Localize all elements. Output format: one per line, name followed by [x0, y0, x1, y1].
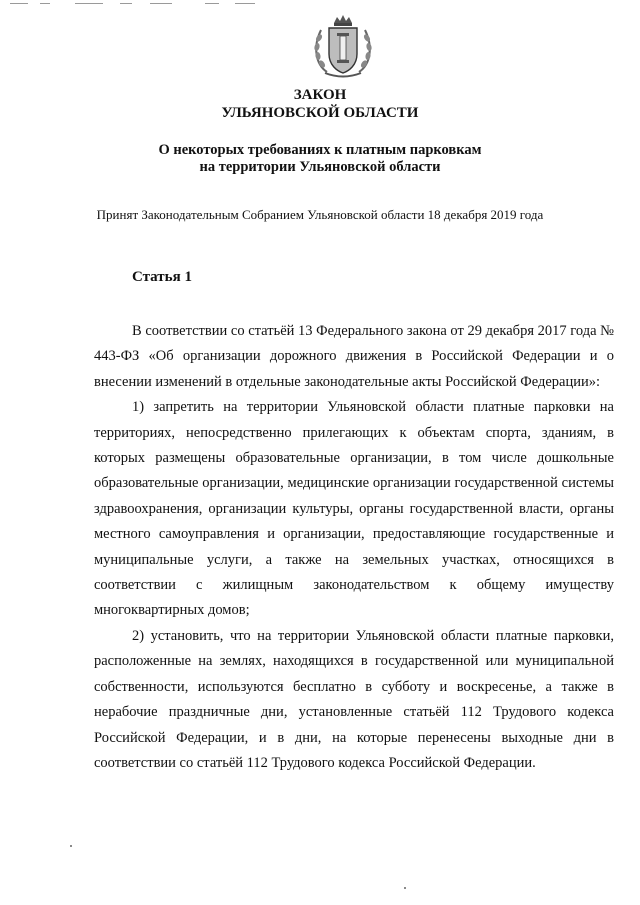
subject-line-1: О некоторых требованиях к платным парковкам: [158, 142, 482, 158]
scan-speck: [404, 887, 406, 889]
scan-artifacts: [0, 0, 640, 10]
adoption-note: Принят Законодательным Собранием Ульяновской области 18 декабря 2019 года: [96, 207, 544, 222]
article-item-2: 2) установить, что на территории Ульяновской области платные парковки, расположенные на землях, находящихся в государственной или муниципальной собственности, используются бесплатно в субботу и воскресенье, а также в нерабочие праздничные дни, установленные статьёй 112 Трудового кодекса Российской Федерации, и в дни, на которые перенесены выходные дни в соответствии со статьёй 112 Трудового кодекса Российской Федерации.: [94, 627, 614, 771]
article-body: [94, 319, 614, 776]
coat-of-arms-icon: [307, 14, 379, 80]
law-word: ЗАКОН: [293, 87, 347, 103]
law-title: [0, 86, 640, 122]
article-item-1: 1) запретить на территории Ульяновской области платные парковки на территориях, непосредственно прилегающих к объектам спорта, зданиям, в которых размещены образовательные организации, в том числе дошкольные образовательные организации, медицинские организации государственной системы здравоохранения, организации культуры, органы государственной власти, органы местного самоуправления и организации, предоставляющие государственные и муниципальные услуги, а также на земельных участках, относящихся в соответствии с жилищным законодательством к общему имуществу многоквартирных домов;: [94, 399, 614, 619]
subject-line-2: на территории Ульяновской области: [199, 159, 441, 175]
scan-speck: [70, 845, 72, 847]
article-title: Статья 1: [132, 269, 192, 285]
article-intro: В соответствии со статьёй 13 Федерального закона от 29 декабря 2017 года № 443-ФЗ «Об организации дорожного движения в Российской Федерации и о внесении изменений в отдельные законодательные акты Российской Федерации»:: [94, 323, 614, 390]
region-name: УЛЬЯНОВСКОЙ ОБЛАСТИ: [221, 105, 419, 121]
law-subject: [0, 142, 640, 176]
